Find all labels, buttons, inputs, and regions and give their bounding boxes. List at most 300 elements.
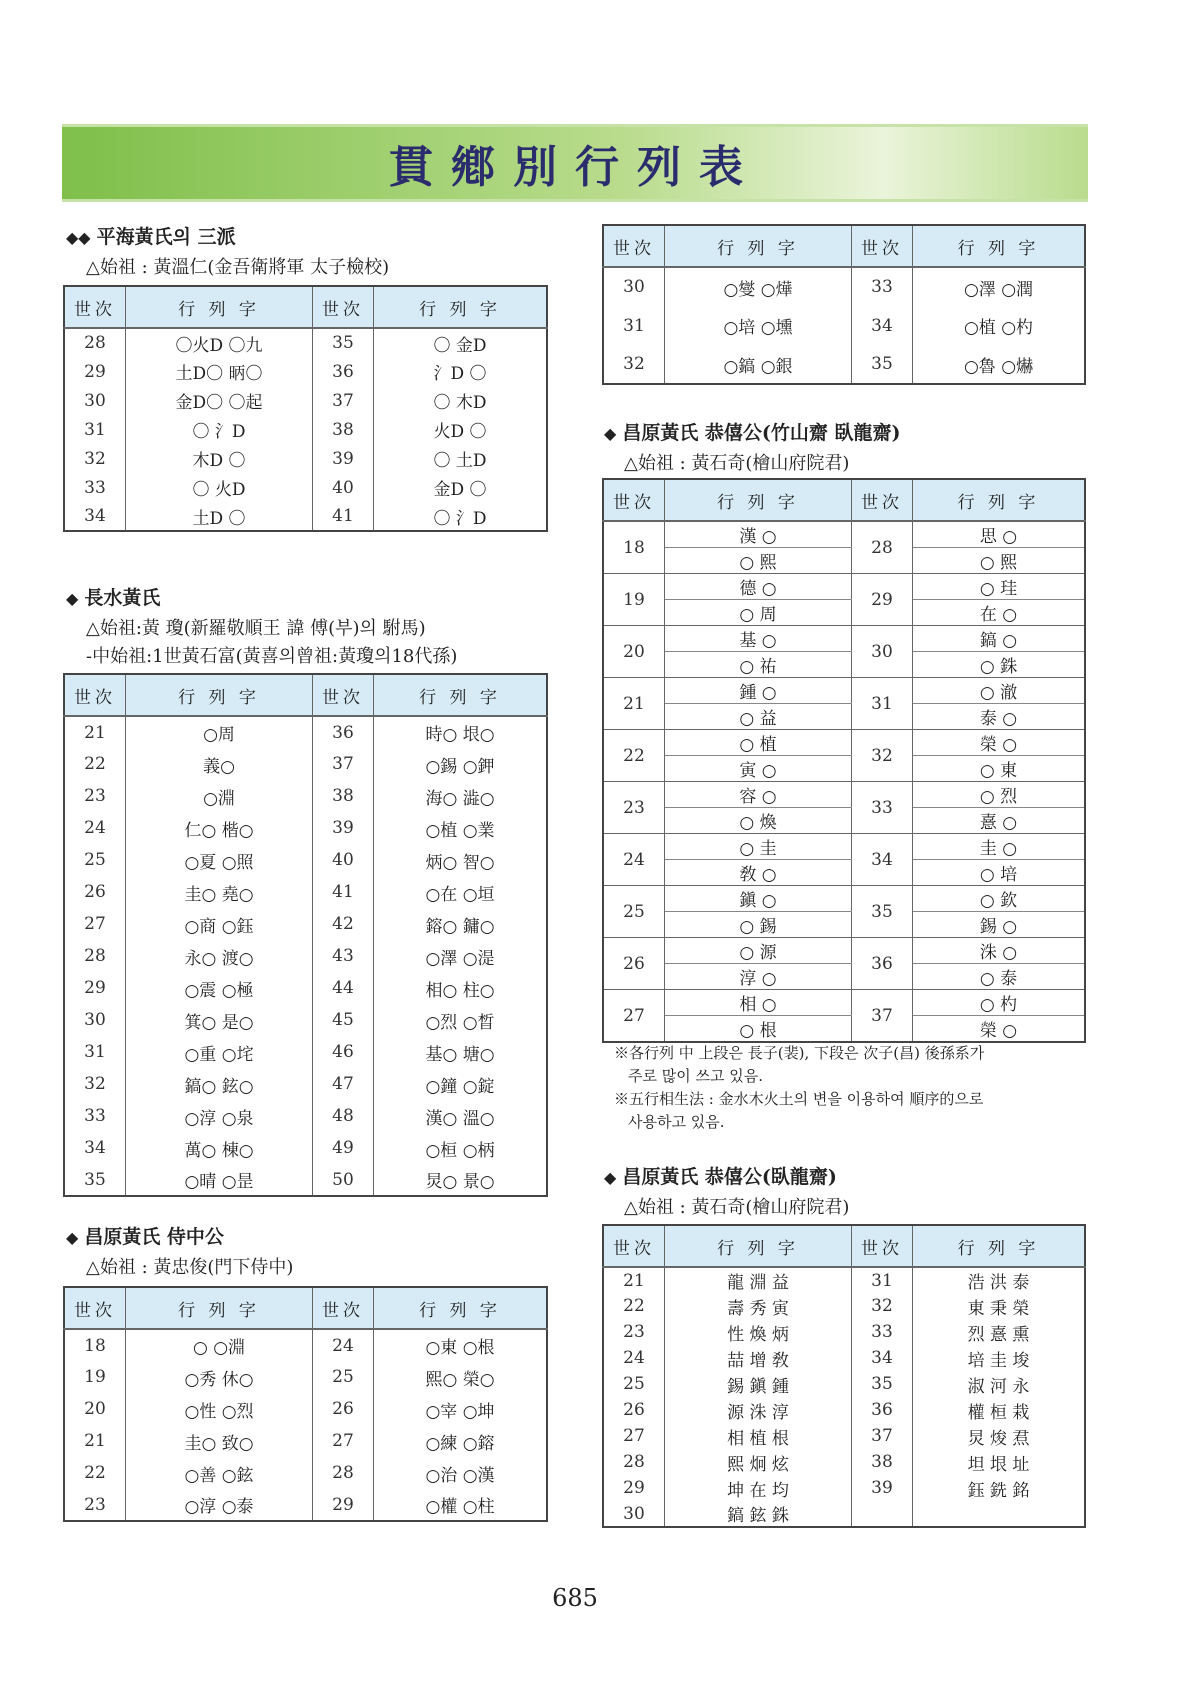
header-gen: 世次 <box>64 1287 126 1329</box>
character-cell-upper: 相 ○ <box>665 990 852 1016</box>
character-cell: 培 圭 埈 <box>913 1345 1086 1371</box>
generation-cell: 31 <box>603 306 665 345</box>
character-cell: 仁○ 楷○ <box>126 812 313 844</box>
section-title: ◆ 昌原黃氏 恭僖公(臥龍齋) <box>604 1166 837 1188</box>
table-row <box>603 730 1085 756</box>
generation-cell: 24 <box>64 812 126 844</box>
section-title: ◆ 昌原黃氏 恭僖公(竹山齋 臥龍齋) <box>604 422 901 444</box>
table-row <box>603 1293 1085 1319</box>
table-row <box>603 834 1085 860</box>
character-cell: 〇 氵D <box>126 415 313 444</box>
generation-cell: 38 <box>313 780 374 812</box>
generation-cell: 33 <box>852 782 913 834</box>
character-cell: 壽 秀 寅 <box>665 1293 852 1319</box>
section-changwon-waryong <box>604 1162 849 1219</box>
character-cell: 永○ 渡○ <box>126 940 313 972</box>
founder-line: △始祖:黃 瓊(新羅敬順王 諱 傅(부)의 駙馬) <box>86 618 426 639</box>
header-chars: 行 列 字 <box>665 479 852 521</box>
generation-cell: 27 <box>603 990 665 1043</box>
generation-cell: 30 <box>64 1004 126 1036</box>
founder-line: -中始祖:1世黃石富(黃喜의曾祖:黃瓊의18代孫) <box>86 646 458 667</box>
character-cell-lower: 在 ○ <box>913 600 1086 626</box>
generation-cell: 36 <box>852 938 913 990</box>
character-cell: 淑 河 永 <box>913 1371 1086 1397</box>
character-cell: 源 洙 淳 <box>665 1397 852 1423</box>
generation-cell: 29 <box>603 1475 665 1501</box>
character-cell: 性 煥 炳 <box>665 1319 852 1345</box>
table-row <box>603 990 1085 1016</box>
generation-cell: 28 <box>852 521 913 574</box>
character-cell: 炅 焌 焄 <box>913 1423 1086 1449</box>
table-row <box>603 306 1085 345</box>
generation-cell: 40 <box>313 473 374 502</box>
character-cell-lower: 憙 ○ <box>913 808 1086 834</box>
character-cell-upper: 容 ○ <box>665 782 852 808</box>
generation-cell: 25 <box>64 844 126 876</box>
character-cell-lower: ○ 煥 <box>665 808 852 834</box>
table-row <box>603 1345 1085 1371</box>
character-cell: 金D〇 〇起 <box>126 386 313 415</box>
generation-cell: 26 <box>603 1397 665 1423</box>
character-cell: 相○ 柱○ <box>374 972 548 1004</box>
generation-cell: 26 <box>64 876 126 908</box>
table-row <box>64 502 547 531</box>
character-cell: ○植 ○業 <box>374 812 548 844</box>
generation-cell: 30 <box>852 626 913 678</box>
generation-cell: 33 <box>64 473 126 502</box>
generation-cell: 29 <box>852 574 913 626</box>
table-row <box>603 600 1085 626</box>
character-cell: 木D 〇 <box>126 444 313 473</box>
generation-cell: 31 <box>64 415 126 444</box>
generation-cell: 22 <box>603 730 665 782</box>
table-row <box>603 678 1085 704</box>
diamond-icon: ◆ <box>66 589 79 608</box>
character-cell: 〇 土D <box>374 444 548 473</box>
character-cell: 坦 垠 址 <box>913 1449 1086 1475</box>
character-cell: 土D 〇 <box>126 502 313 531</box>
character-cell: 基○ 塘○ <box>374 1036 548 1068</box>
header-gen: 世次 <box>313 674 374 716</box>
generation-cell: 33 <box>64 1100 126 1132</box>
table-row <box>64 1425 547 1457</box>
generation-cell: 37 <box>852 990 913 1043</box>
generation-cell: 34 <box>64 1132 126 1164</box>
character-cell-upper: ○ 欽 <box>913 886 1086 912</box>
note-line: 사용하고 있음. <box>628 1113 725 1131</box>
table-row <box>603 1319 1085 1345</box>
character-cell: ○練 ○鎔 <box>374 1425 548 1457</box>
header-gen: 世次 <box>603 225 665 267</box>
page-title: 貫鄕別行列表 <box>389 142 761 193</box>
generation-cell: 32 <box>64 1068 126 1100</box>
generation-cell: 37 <box>313 748 374 780</box>
generation-cell: 23 <box>603 782 665 834</box>
character-cell: ○培 ○壎 <box>665 306 852 345</box>
header-chars: 行 列 字 <box>913 225 1086 267</box>
character-cell: 火D 〇 <box>374 415 548 444</box>
table-row <box>64 716 547 748</box>
table-row <box>64 357 547 386</box>
character-cell: ○善 ○鉉 <box>126 1457 313 1489</box>
table-row <box>64 1489 547 1521</box>
character-cell-upper: 圭 ○ <box>913 834 1086 860</box>
table-row <box>64 328 547 357</box>
section-title: ◆ 長水黃氏 <box>66 587 161 609</box>
character-cell-lower: ○ 東 <box>913 756 1086 782</box>
character-cell: ○震 ○極 <box>126 972 313 1004</box>
generation-cell: 23 <box>603 1319 665 1345</box>
table-row <box>603 548 1085 574</box>
generation-cell: 26 <box>313 1393 374 1425</box>
generation-cell: 29 <box>313 1489 374 1521</box>
character-cell-upper: 思 ○ <box>913 521 1086 548</box>
generation-cell: 18 <box>603 521 665 574</box>
table-row <box>603 1423 1085 1449</box>
character-cell: 〇火D 〇九 <box>126 328 313 357</box>
table-row <box>64 1361 547 1393</box>
table-changwon-waryong <box>602 1224 1086 1528</box>
character-cell: ○淳 ○泰 <box>126 1489 313 1521</box>
section-jangsu <box>66 583 457 668</box>
generation-cell: 34 <box>852 306 913 345</box>
generation-cell: 28 <box>64 940 126 972</box>
generation-cell: 35 <box>313 328 374 357</box>
character-cell-lower: ○ 益 <box>665 704 852 730</box>
generation-cell: 37 <box>852 1423 913 1449</box>
table-row <box>603 1475 1085 1501</box>
character-cell: ○澤 ○潤 <box>913 267 1086 306</box>
character-cell: ○鎬 ○銀 <box>665 345 852 384</box>
table-row <box>64 1036 547 1068</box>
generation-cell: 39 <box>852 1475 913 1501</box>
generation-cell: 23 <box>64 780 126 812</box>
generation-cell: 35 <box>64 1164 126 1196</box>
character-cell: ○在 ○垣 <box>374 876 548 908</box>
generation-cell: 32 <box>603 345 665 384</box>
table-row <box>64 1164 547 1196</box>
character-cell: 萬○ 棟○ <box>126 1132 313 1164</box>
generation-cell: 46 <box>313 1036 374 1068</box>
character-cell-lower: ○ 熙 <box>665 548 852 574</box>
table-row <box>603 1397 1085 1423</box>
generation-cell: 20 <box>64 1393 126 1425</box>
generation-cell: 24 <box>603 834 665 886</box>
notes <box>614 1042 984 1134</box>
header-chars: 行 列 字 <box>374 1287 548 1329</box>
character-cell: 時○ 垠○ <box>374 716 548 748</box>
character-cell: ○淳 ○泉 <box>126 1100 313 1132</box>
table-jangsu <box>63 673 548 1197</box>
generation-cell: 21 <box>603 678 665 730</box>
generation-cell: 30 <box>603 1501 665 1527</box>
section-title: ◆◆ 平海黃氏의 三派 <box>66 226 236 248</box>
generation-cell: 31 <box>852 678 913 730</box>
character-cell: 坤 在 均 <box>665 1475 852 1501</box>
table-row <box>603 626 1085 652</box>
character-cell-lower: ○ 泰 <box>913 964 1086 990</box>
generation-cell: 22 <box>64 1457 126 1489</box>
generation-cell: 31 <box>64 1036 126 1068</box>
character-cell: 箕○ 是○ <box>126 1004 313 1036</box>
generation-cell: 36 <box>313 716 374 748</box>
table-row <box>603 782 1085 808</box>
generation-cell: 32 <box>852 730 913 782</box>
generation-cell: 22 <box>603 1293 665 1319</box>
table-row <box>64 1004 547 1036</box>
character-cell-upper: 漢 ○ <box>665 521 852 548</box>
generation-cell: 39 <box>313 444 374 473</box>
header-chars: 行 列 字 <box>913 479 1086 521</box>
character-cell: 東 秉 榮 <box>913 1293 1086 1319</box>
table-row <box>603 912 1085 938</box>
character-cell-lower: 錫 ○ <box>913 912 1086 938</box>
generation-cell: 21 <box>603 1267 665 1293</box>
header-gen: 世次 <box>603 1225 665 1267</box>
generation-cell: 25 <box>313 1361 374 1393</box>
table-row <box>603 574 1085 600</box>
generation-cell: 35 <box>852 345 913 384</box>
generation-cell: 43 <box>313 940 374 972</box>
character-cell: ○ ○淵 <box>126 1329 313 1361</box>
character-cell-lower: ○ 熙 <box>913 548 1086 574</box>
generation-cell: 32 <box>64 444 126 473</box>
generation-cell: 36 <box>852 1397 913 1423</box>
header-chars: 行 列 字 <box>374 674 548 716</box>
character-cell-lower: 榮 ○ <box>913 1016 1086 1043</box>
table-row <box>64 1457 547 1489</box>
character-cell-lower: 敎 ○ <box>665 860 852 886</box>
character-cell-lower: ○ 根 <box>665 1016 852 1043</box>
character-cell-upper: ○ 圭 <box>665 834 852 860</box>
table-row <box>603 1371 1085 1397</box>
generation-cell: 26 <box>603 938 665 990</box>
generation-cell: 45 <box>313 1004 374 1036</box>
header-gen: 世次 <box>852 479 913 521</box>
character-cell: ○性 ○烈 <box>126 1393 313 1425</box>
table-row <box>603 886 1085 912</box>
character-cell-upper: 鎭 ○ <box>665 886 852 912</box>
generation-cell: 50 <box>313 1164 374 1196</box>
character-cell: ○烈 ○晳 <box>374 1004 548 1036</box>
generation-cell: 27 <box>64 908 126 940</box>
character-cell-upper: 洙 ○ <box>913 938 1086 964</box>
generation-cell: 33 <box>852 1319 913 1345</box>
header-gen: 世次 <box>852 1225 913 1267</box>
generation-cell: 48 <box>313 1100 374 1132</box>
table-row <box>64 780 547 812</box>
table-pyeonghae <box>63 285 548 532</box>
founder-line: △始祖 : 黃溫仁(金吾衛將軍 太子檢校) <box>86 257 390 278</box>
table-row <box>64 415 547 444</box>
table-row <box>603 521 1085 548</box>
generation-cell: 24 <box>603 1345 665 1371</box>
generation-cell: 35 <box>852 886 913 938</box>
character-cell: ○商 ○鈺 <box>126 908 313 940</box>
table-row <box>64 876 547 908</box>
character-cell-upper: ○ 澈 <box>913 678 1086 704</box>
generation-cell: 28 <box>313 1457 374 1489</box>
table-row <box>603 860 1085 886</box>
character-cell-lower: ○ 錫 <box>665 912 852 938</box>
table-row <box>64 1329 547 1361</box>
character-cell: 漢○ 溫○ <box>374 1100 548 1132</box>
generation-cell: 27 <box>313 1425 374 1457</box>
generation-cell: 47 <box>313 1068 374 1100</box>
character-cell-upper: 基 ○ <box>665 626 852 652</box>
section-pyeonghae <box>66 222 389 279</box>
character-cell: ○淵 <box>126 780 313 812</box>
character-cell: ○魯 ○爀 <box>913 345 1086 384</box>
character-cell: 義○ <box>126 748 313 780</box>
table-row <box>64 1100 547 1132</box>
header-gen: 世次 <box>64 674 126 716</box>
header-chars: 行 列 字 <box>126 674 313 716</box>
character-cell: 〇 木D <box>374 386 548 415</box>
section-changwon-sijung <box>66 1222 293 1279</box>
character-cell-upper: 鎬 ○ <box>913 626 1086 652</box>
character-cell: ○治 ○漢 <box>374 1457 548 1489</box>
character-cell: ○晴 ○昰 <box>126 1164 313 1196</box>
generation-cell: 24 <box>313 1329 374 1361</box>
generation-cell: 34 <box>852 834 913 886</box>
table-changwon-gonghui <box>602 478 1086 1043</box>
header-chars: 行 列 字 <box>665 1225 852 1267</box>
character-cell-upper: ○ 烈 <box>913 782 1086 808</box>
table-row <box>603 1267 1085 1293</box>
header-gen: 世次 <box>852 225 913 267</box>
character-cell: 〇 氵D <box>374 502 548 531</box>
generation-cell: 27 <box>603 1423 665 1449</box>
generation-cell: 37 <box>313 386 374 415</box>
note-line: ※五行相生法 : 金水木火土의 변을 이용하여 順序的으로 <box>614 1090 984 1108</box>
table-row <box>64 972 547 1004</box>
generation-cell: 20 <box>603 626 665 678</box>
character-cell: ○宰 ○坤 <box>374 1393 548 1425</box>
table-row <box>64 473 547 502</box>
table-row <box>64 444 547 473</box>
generation-cell: 29 <box>64 357 126 386</box>
table-row <box>64 940 547 972</box>
table-row <box>64 812 547 844</box>
header-chars: 行 列 字 <box>126 286 313 328</box>
generation-cell: 18 <box>64 1329 126 1361</box>
generation-cell: 28 <box>64 328 126 357</box>
generation-cell: 25 <box>603 1371 665 1397</box>
table-changwon-sijung-cont <box>602 224 1086 385</box>
generation-cell: 25 <box>603 886 665 938</box>
table-row <box>603 808 1085 834</box>
generation-cell: 30 <box>603 267 665 306</box>
generation-cell: 41 <box>313 876 374 908</box>
character-cell: 熙 炯 炫 <box>665 1449 852 1475</box>
character-cell: ○植 ○杓 <box>913 306 1086 345</box>
character-cell: 鎬 鉉 銖 <box>665 1501 852 1527</box>
generation-cell: 33 <box>852 267 913 306</box>
character-cell: 氵D 〇 <box>374 357 548 386</box>
table-row <box>64 1068 547 1100</box>
founder-line: △始祖 : 黃石奇(檜山府院君) <box>624 1197 850 1218</box>
table-row <box>64 1393 547 1425</box>
generation-cell: 22 <box>64 748 126 780</box>
generation-cell: 40 <box>313 844 374 876</box>
generation-cell: 19 <box>603 574 665 626</box>
character-cell: ○東 ○根 <box>374 1329 548 1361</box>
generation-cell: 29 <box>64 972 126 1004</box>
note-line: ※各行列 中 上段은 長子(裴), 下段은 次子(昌) 後孫系가 <box>614 1044 985 1062</box>
generation-cell: 49 <box>313 1132 374 1164</box>
table-row <box>64 386 547 415</box>
header-chars: 行 列 字 <box>913 1225 1086 1267</box>
generation-cell: 39 <box>313 812 374 844</box>
character-cell-upper: 榮 ○ <box>913 730 1086 756</box>
character-cell: ○夏 ○照 <box>126 844 313 876</box>
section-changwon-gonghui <box>604 418 901 475</box>
generation-cell: 41 <box>313 502 374 531</box>
character-cell: 鎬○ 鉉○ <box>126 1068 313 1100</box>
generation-cell: 28 <box>603 1449 665 1475</box>
character-cell: 〇 火D <box>126 473 313 502</box>
character-cell: ○重 ○垞 <box>126 1036 313 1068</box>
generation-cell: 38 <box>852 1449 913 1475</box>
character-cell-upper: ○ 珪 <box>913 574 1086 600</box>
table-row <box>603 938 1085 964</box>
diamond-icon: ◆ <box>66 1228 79 1247</box>
generation-cell: 30 <box>64 386 126 415</box>
character-cell-lower: 寅 ○ <box>665 756 852 782</box>
generation-cell: 44 <box>313 972 374 1004</box>
generation-cell: 35 <box>852 1371 913 1397</box>
table-row <box>603 345 1085 384</box>
generation-cell: 32 <box>852 1293 913 1319</box>
character-cell: 喆 增 敎 <box>665 1345 852 1371</box>
character-cell: 炳○ 智○ <box>374 844 548 876</box>
character-cell: 鈺 銑 銘 <box>913 1475 1086 1501</box>
generation-cell: 23 <box>64 1489 126 1521</box>
header-chars: 行 列 字 <box>126 1287 313 1329</box>
header-chars: 行 列 字 <box>374 286 548 328</box>
character-cell-upper: 鍾 ○ <box>665 678 852 704</box>
character-cell-lower: ○ 周 <box>665 600 852 626</box>
character-cell-lower: ○ 祐 <box>665 652 852 678</box>
character-cell-lower: 淳 ○ <box>665 964 852 990</box>
generation-cell: 21 <box>64 716 126 748</box>
character-cell-lower: ○ 銖 <box>913 652 1086 678</box>
character-cell: 海○ 澁○ <box>374 780 548 812</box>
table-row <box>603 704 1085 730</box>
character-cell: 炅○ 景○ <box>374 1164 548 1196</box>
character-cell-upper: ○ 源 <box>665 938 852 964</box>
section-title: ◆ 昌原黃氏 侍中公 <box>66 1226 224 1248</box>
character-cell: ○權 ○柱 <box>374 1489 548 1521</box>
header-gen: 世次 <box>603 479 665 521</box>
header-chars: 行 列 字 <box>665 225 852 267</box>
diamond-icon: ◆ <box>604 1168 617 1187</box>
character-cell: 烈 憙 熏 <box>913 1319 1086 1345</box>
generation-cell: 31 <box>852 1267 913 1293</box>
character-cell-upper: 德 ○ <box>665 574 852 600</box>
table-changwon-sijung <box>63 1286 548 1522</box>
note-line: 주로 많이 쓰고 있음. <box>628 1067 763 1085</box>
character-cell-lower: 泰 ○ <box>913 704 1086 730</box>
character-cell: 熙○ 榮○ <box>374 1361 548 1393</box>
character-cell: ○錫 ○鉀 <box>374 748 548 780</box>
header-gen: 世次 <box>64 286 126 328</box>
generation-cell: 19 <box>64 1361 126 1393</box>
character-cell: ○澤 ○湜 <box>374 940 548 972</box>
table-row <box>603 1016 1085 1043</box>
generation-cell: 42 <box>313 908 374 940</box>
